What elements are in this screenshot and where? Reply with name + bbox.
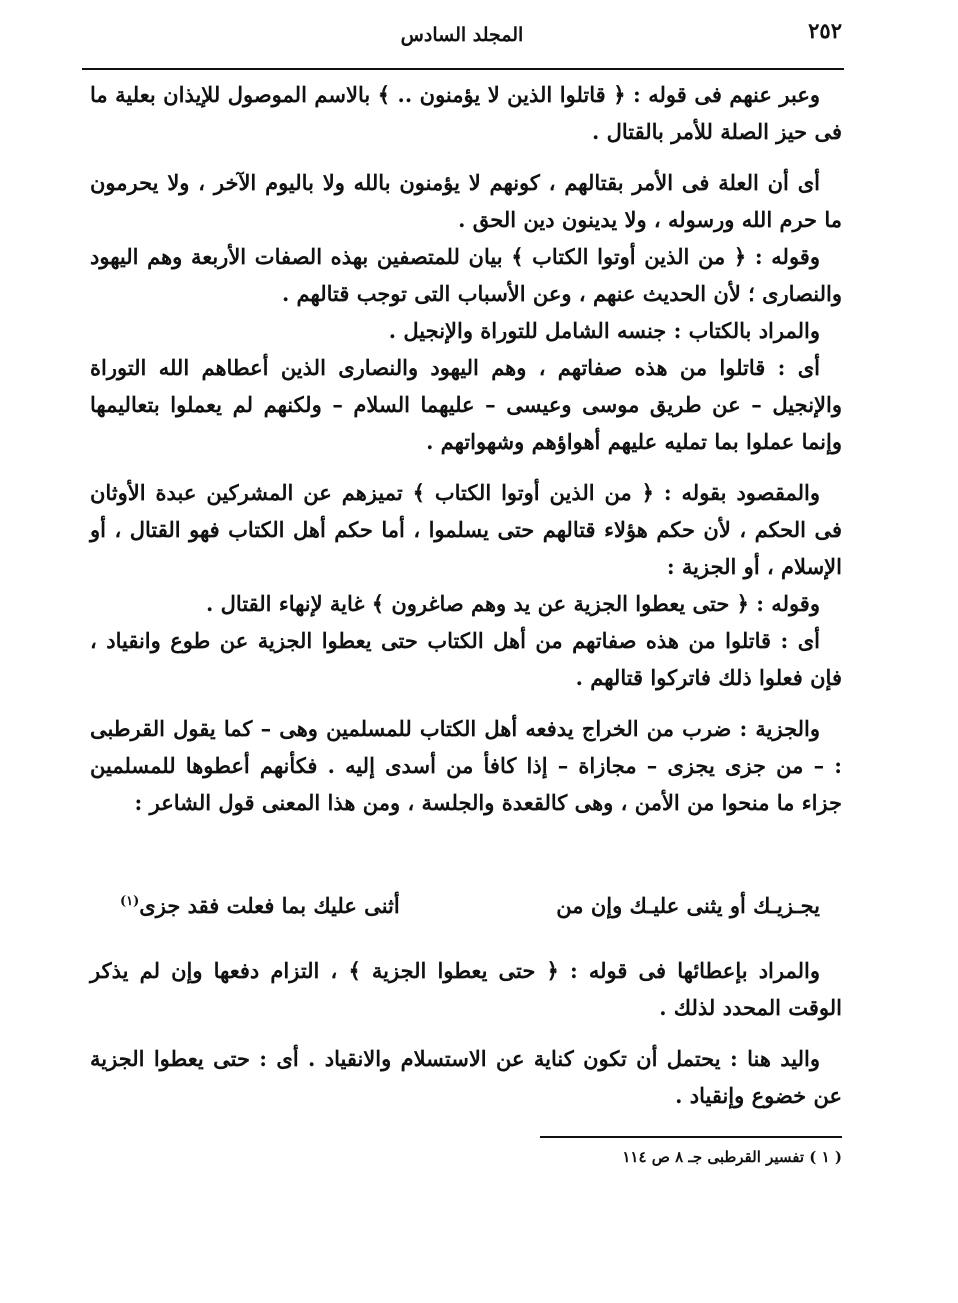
paragraph: واليد هنا : يحتمل أن تكون كناية عن الاستسلام والانقياد . أى : حتى يعطوا الجزية عن خضوع وإنقياد . [90,1046,842,1108]
paragraph: والجزية : ضرب من الخراج يدفعه أهل الكتاب للمسلمين وهى – كما يقول القرطبى : – من جزى يجزى – مجازاة – إذا كافأ من أسدى إليه . فكأنهم أعطوها للمسلمين جزاء ما منحوا من الأمن ، وهى كالقعدة والجلسة ، ومن هذا المعنى قول الشاعر : [90,716,842,815]
footnote: ( ١ ) تفسير القرطبى جـ ٨ ص ١١٤ [622,1148,842,1166]
main-text-continued [90,952,842,1114]
paragraph: أى : قاتلوا من هذه صفاتهم ، وهم اليهود والنصارى الذين أعطاهم الله التوراة والإنجيل – عن طريق موسى وعيسى – عليهما السلام – ولكنهم لم يعملوا بتعاليمها وإنما عملوا بما تمليه عليهم أهواؤهم وشهواتهم . [90,355,842,454]
footnote-marker: (١) [120,894,140,909]
footnote-rule [540,1136,842,1138]
verse-second-hemistich: أثنى عليك بما فعلت فقد جزى$^{(١)}$ [120,893,400,918]
paragraph: أى : قاتلوا من هذه صفاتهم من أهل الكتاب حتى يعطوا الجزية عن طوع وانقياد ، فإن فعلوا ذلك فاتركوا قتالهم . [90,628,842,690]
paragraph: وقوله : ﴿ من الذين أوتوا الكتاب ﴾ بيان للمتصفين بهذه الصفات الأربعة وهم اليهود والنصارى ؛ لأن الحديث عنهم ، وعن الأسباب التى توجب قتالهم . [90,244,842,306]
page-number: ٢٥٢ [808,18,842,43]
paragraph: وقوله : ﴿ حتى يعطوا الجزية عن يد وهم صاغرون ﴾ غاية لإنهاء القتال . [206,591,820,616]
paragraph: والمقصود بقوله : ﴿ من الذين أوتوا الكتاب ﴾ تميزهم عن المشركين عبدة الأوثان فى الحكم ، لأن حكم هؤلاء قتالهم حتى يسلموا ، أما حكم أهل الكتاب فهو القتال ، أو الإسلام ، أو الجزية : [90,480,842,579]
paragraph: وعبر عنهم فى قوله : ﴿ قاتلوا الذين لا يؤمنون .. ﴾ بالاسم الموصول للإيذان بعلية ما فى حيز الصلة للأمر بالقتال . [90,82,842,144]
poetry-verse [120,893,820,933]
page-header [82,18,842,58]
header-rule [82,68,844,70]
paragraph: والمراد بالكتاب : جنسه الشامل للتوراة والإنجيل . [388,318,820,343]
paragraph: أى أن العلة فى الأمر بقتالهم ، كونهم لا يؤمنون بالله ولا باليوم الآخر ، ولا يحرمون ما حرم الله ورسوله ، ولا يدينون دين الحق . [90,170,842,232]
verse-first-hemistich: يجـزيـك أو يثنى عليـك وإن من [556,893,820,918]
paragraph: والمراد بإعطائها فى قوله : ﴿ حتى يعطوا الجزية ﴾ ، التزام دفعها وإن لم يذكر الوقت المحدد لذلك . [90,958,842,1020]
volume-title: المجلد السادس [400,24,524,46]
main-text [90,76,842,821]
